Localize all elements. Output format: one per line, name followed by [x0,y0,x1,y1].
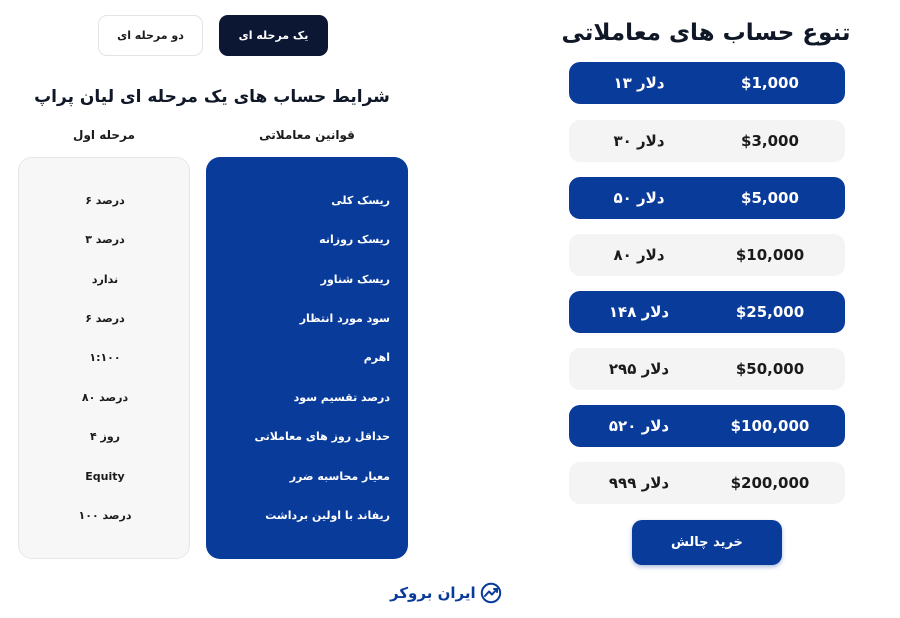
rule-label: سود مورد انتظار [299,312,390,325]
tab-two-step[interactable]: دو مرحله ای [98,15,203,56]
phase-value: ۸۰ درصد [81,391,129,404]
rule-label: ریسک کلی [331,194,390,207]
account-row[interactable] [569,405,845,447]
tab-one-step[interactable]: یک مرحله ای [219,15,328,56]
account-size: $5,000 [741,189,799,207]
rule-label: اهرم [363,351,390,364]
account-size: $200,000 [730,474,810,492]
accounts-title: تنوع حساب های معاملاتی [561,20,851,46]
account-row[interactable] [569,291,845,333]
rule-label: ریفاند با اولین برداشت [265,509,390,522]
account-price: ۵۰ دلار [613,189,665,207]
phase-value: ۳ درصد [85,233,125,246]
phase-value: ۶ درصد [85,194,125,207]
account-size: $100,000 [730,417,810,435]
rules-panel [206,157,408,559]
account-size: $25,000 [735,303,805,321]
account-size: $10,000 [735,246,805,264]
logo-text: ایران بروکر [390,584,476,602]
account-price: ۵۲۰ دلار [608,417,670,435]
account-price: ۲۹۵ دلار [608,360,670,378]
account-price: ۳۰ دلار [613,132,665,150]
rule-label: معیار محاسبه ضرر [289,470,390,483]
account-price: ۹۹۹ دلار [608,474,670,492]
conditions-title: شرایط حساب های یک مرحله ای لیان پراپ [34,87,390,107]
account-size: $1,000 [741,74,799,92]
account-row[interactable] [569,234,845,276]
account-size: $50,000 [735,360,805,378]
phase-value: ۱:۱۰۰ [89,351,121,364]
account-price: ۸۰ دلار [613,246,665,264]
account-row[interactable] [569,62,845,104]
account-row[interactable] [569,348,845,390]
phase-value: ۴ روز [89,430,121,443]
account-row[interactable] [569,120,845,162]
account-size: $3,000 [741,132,799,150]
phase-value: ندارد [91,273,119,286]
rules-column-header: قوانین معاملاتی [259,128,355,142]
trend-chart-icon [480,582,502,604]
account-row[interactable] [569,462,845,504]
account-price: ۱۴۸ دلار [608,303,670,321]
phase-value: ۶ درصد [85,312,125,325]
brand-logo [390,580,510,606]
phase-value: Equity [85,470,125,483]
phase-column-header: مرحله اول [73,128,135,142]
buy-challenge-button[interactable]: خرید چالش [632,520,782,565]
rule-label: ریسک روزانه [319,233,390,246]
account-price: ۱۳ دلار [613,74,665,92]
account-row[interactable] [569,177,845,219]
rule-label: درصد تقسیم سود [293,391,390,404]
phase-panel [18,157,190,559]
rule-label: ریسک شناور [320,273,390,286]
rule-label: حداقل روز های معاملاتی [254,430,390,443]
phase-value: ۱۰۰ درصد [78,509,132,522]
